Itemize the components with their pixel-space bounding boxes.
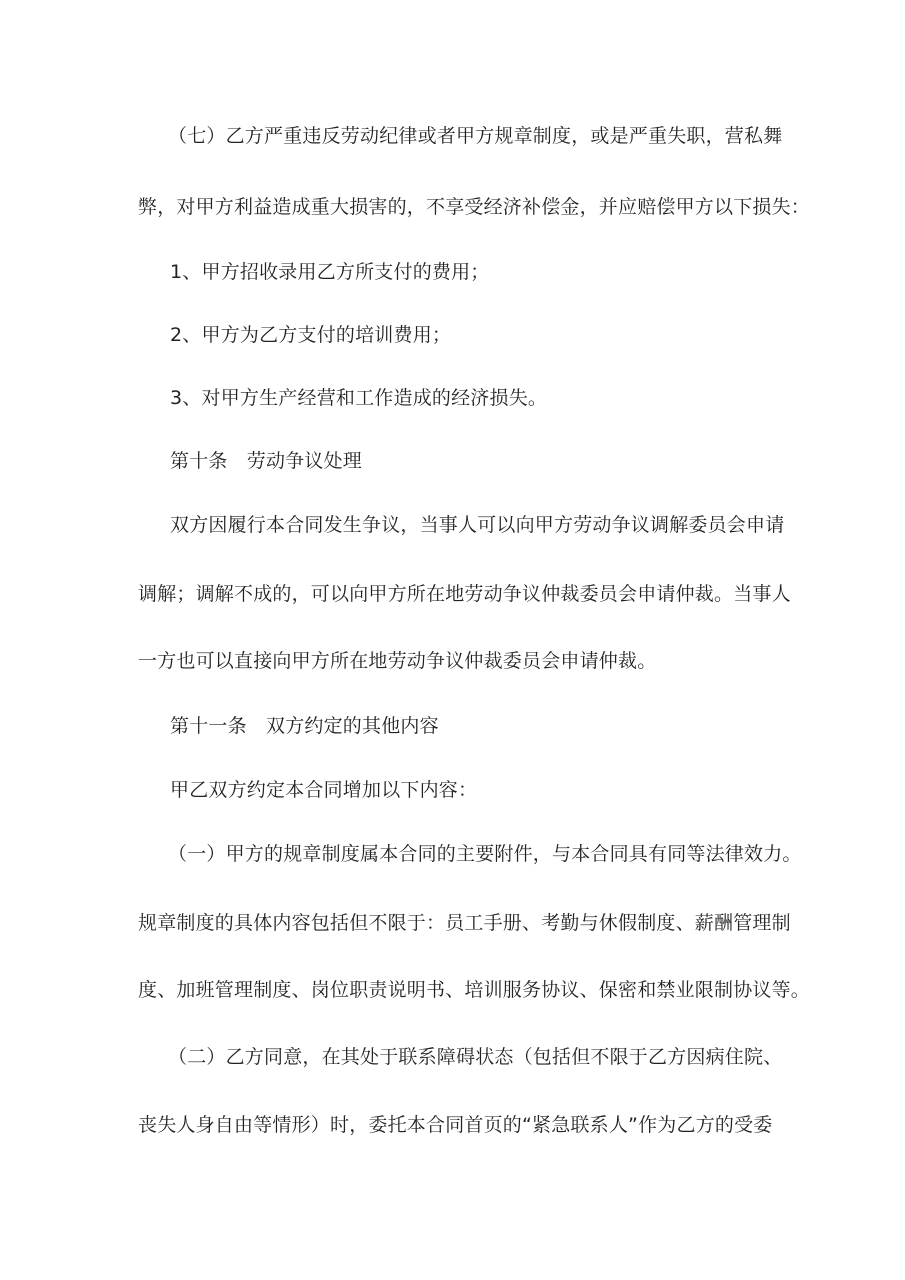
- paragraph-line: （一）甲方的规章制度属本合同的主要附件，与本合同具有同等法律效力。: [168, 843, 802, 865]
- list-item: 1、甲方招收录用乙方所支付的费用；: [170, 261, 490, 283]
- list-item: 2、甲方为乙方支付的培训费用；: [170, 324, 452, 346]
- paragraph-line: 一方也可以直接向甲方所在地劳动争议仲裁委员会申请仲裁。: [138, 650, 657, 672]
- list-item: 3、对甲方生产经营和工作造成的经济损失。: [170, 387, 548, 409]
- paragraph-line: 调解；调解不成的，可以向甲方所在地劳动争议仲裁委员会申请仲裁。当事人: [138, 583, 791, 605]
- paragraph-line: （七）乙方严重违反劳动纪律或者甲方规章制度，或是严重失职，营私舞: [168, 125, 783, 147]
- section-heading: 第十条 劳动争议处理: [170, 450, 363, 472]
- paragraph-line: 弊，对甲方利益造成重大损害的，不享受经济补偿金，并应赔偿甲方以下损失：: [138, 196, 811, 218]
- paragraph-line: 甲乙双方约定本合同增加以下内容：: [170, 779, 478, 801]
- paragraph-line: 规章制度的具体内容包括但不限于：员工手册、考勤与休假制度、薪酬管理制: [138, 912, 791, 934]
- paragraph-line: （二）乙方同意，在其处于联系障碍状态（包括但不限于乙方因病住院、: [168, 1046, 783, 1068]
- paragraph-line: 丧失人身自由等情形）时，委托本合同首页的“紧急联系人”作为乙方的受委: [138, 1114, 773, 1136]
- paragraph-line: 度、加班管理制度、岗位职责说明书、培训服务协议、保密和禁业限制协议等。: [138, 979, 811, 1001]
- section-heading: 第十一条 双方约定的其他内容: [170, 715, 439, 737]
- paragraph-line: 双方因履行本合同发生争议，当事人可以向甲方劳动争议调解委员会申请: [170, 514, 785, 536]
